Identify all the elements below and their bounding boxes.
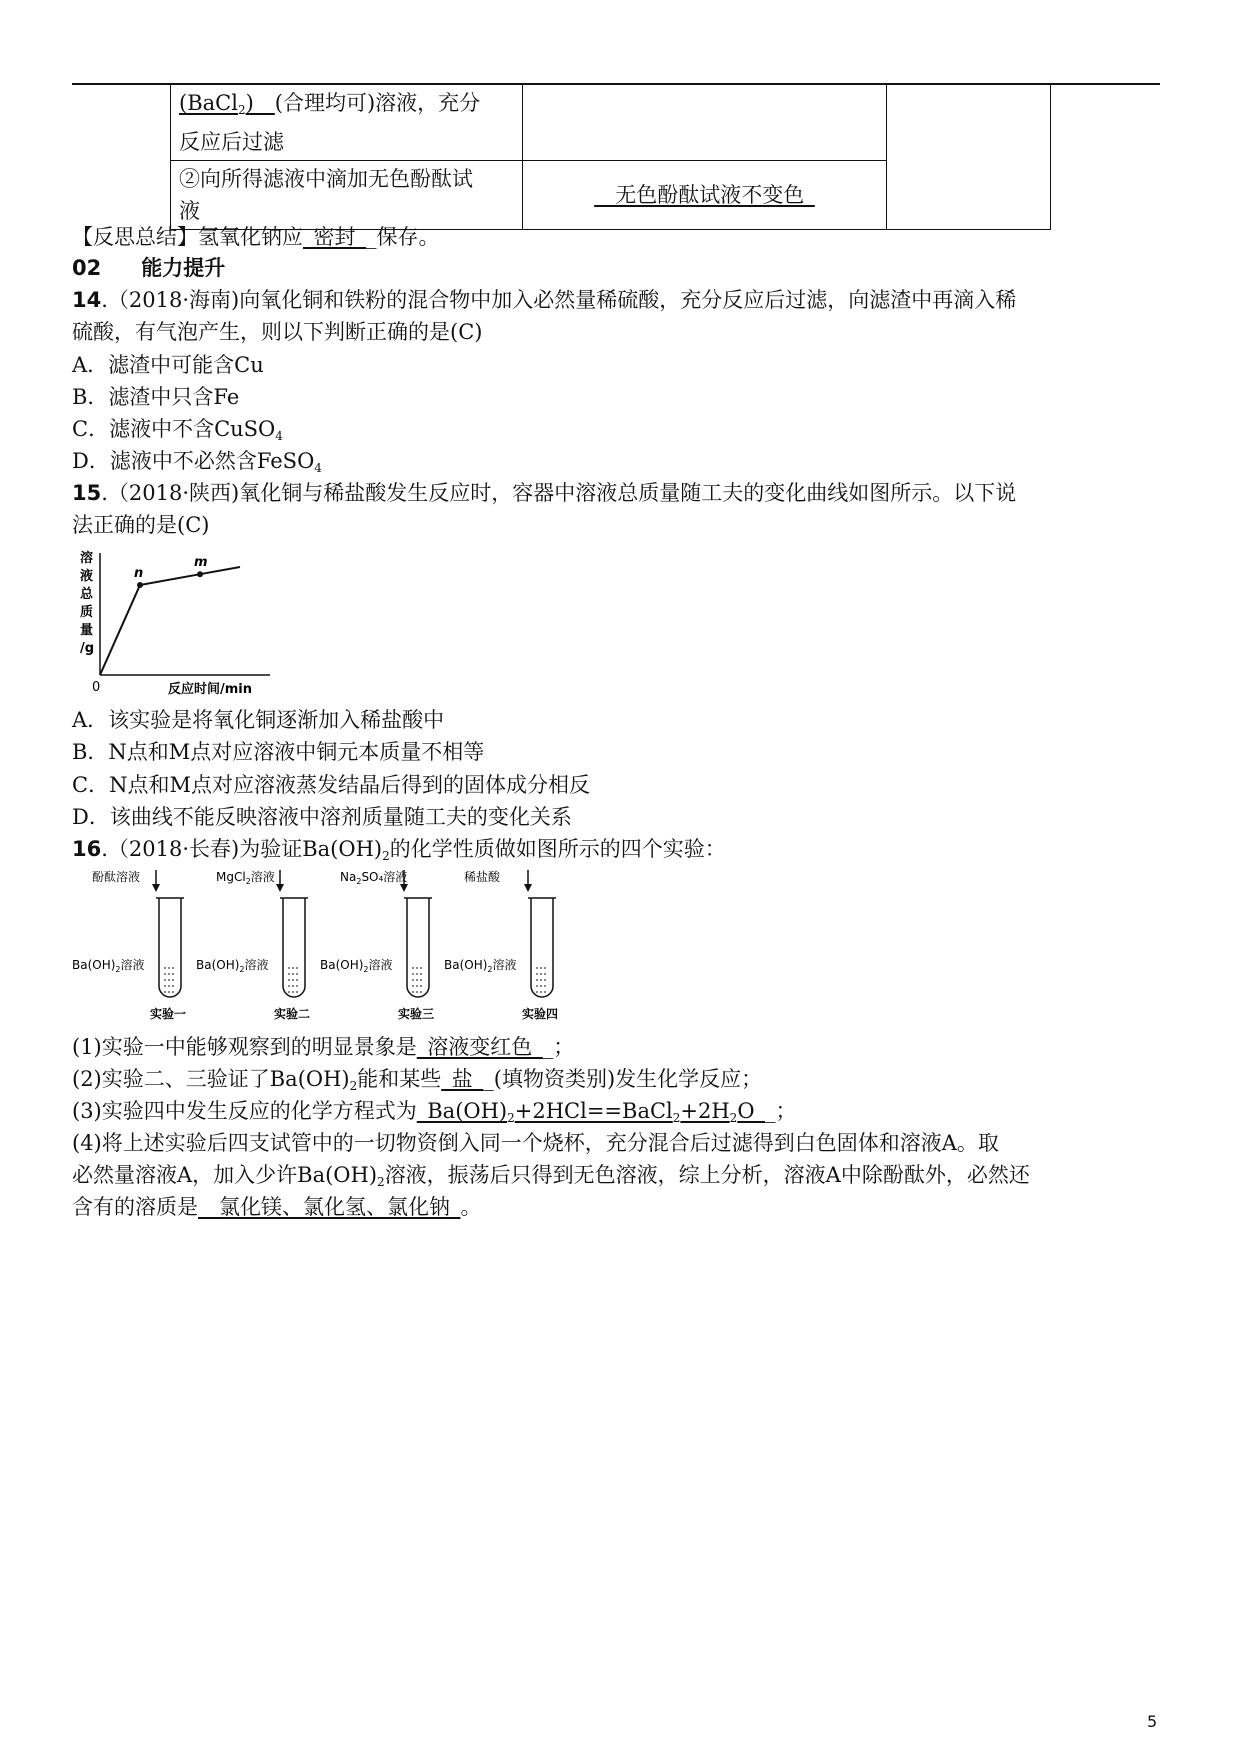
q16-sub4-line1: (4)将上述实验后四支试管中的一切物资倒入同一个烧杯，充分混合后过滤得到白色固体和溶液A。取 bbox=[72, 1131, 999, 1155]
q16-sub4-line3: 含有的溶质是__氯化镁、氯化氢、氯化钠_。 bbox=[72, 1195, 482, 1219]
q14-option-b: B．滤渣中只含Fe bbox=[72, 385, 240, 409]
arrow-head bbox=[400, 884, 408, 892]
solution-label: $Ba(OH)_2$溶液 bbox=[196, 958, 269, 974]
point-m bbox=[197, 571, 203, 577]
solution-label: $Ba(OH)_2$溶液 bbox=[72, 958, 145, 974]
q15-line1: 15.（2018·陕西)氧化铜与稀盐酸发生反应时，容器中溶液总质量随工夫的变化曲线如图所示。以下说 bbox=[72, 481, 1017, 505]
experiment-label: 实验二 bbox=[274, 1007, 311, 1021]
q14-option-d: D．滤液中不必然含FeSO$_4$ bbox=[72, 449, 322, 475]
test-tube-figure bbox=[70, 868, 590, 1028]
experiment-label: 实验一 bbox=[150, 1007, 187, 1021]
table-cell-step1: (BaCl$_2$)__(合理均可)溶液，充分 反应后过滤 bbox=[171, 85, 523, 161]
q16-line1: 16.（2018·长春)为验证$Ba(OH)_2$的化学性质做如图所示的四个实验： bbox=[72, 837, 726, 863]
table-cell-conclusion bbox=[887, 85, 1051, 230]
reflection-line: 【反思总结】氢氧化钠应_密封__保存。 bbox=[72, 225, 440, 249]
arrow-head bbox=[152, 884, 160, 892]
q14-line2: 硫酸，有气泡产生，则以下判断正确的是(C) bbox=[72, 320, 483, 344]
y-label-char: 质 bbox=[80, 605, 94, 620]
reagent-label: $Na_2SO_4$溶液 bbox=[340, 870, 408, 886]
section-heading: 02 能力提升 bbox=[72, 256, 226, 280]
q15-option-d: D．该曲线不能反映溶液中溶剂质量随工夫的变化关系 bbox=[72, 805, 572, 829]
y-label-char: 液 bbox=[80, 569, 94, 584]
table-cell-phenomenon2: __无色酚酞试液不变色_ bbox=[523, 161, 887, 230]
reagent-label: 稀盐酸 bbox=[464, 870, 501, 884]
q14-option-a: A．滤渣中可能含Cu bbox=[72, 353, 264, 377]
q16-sub2: (2)实验二、三验证了$Ba(OH)_2$能和某些_盐__(填物资类别)发生化学反应； bbox=[72, 1067, 763, 1093]
table-row bbox=[171, 85, 1051, 161]
origin-label: 0 bbox=[92, 680, 101, 695]
continued-table bbox=[170, 84, 1051, 230]
experiment-label: 实验四 bbox=[522, 1007, 559, 1021]
q16-sub3: (3)实验四中发生反应的化学方程式为$\_Ba(OH)_2+2HCl==BaCl_2+2H_2O\_\_$； bbox=[72, 1099, 797, 1125]
arrow-head bbox=[524, 884, 532, 892]
test-tube bbox=[159, 898, 181, 997]
y-label-char: 量 bbox=[80, 623, 94, 638]
y-axis-label bbox=[80, 550, 94, 656]
q14-line1: 14.（2018·海南)向氧化铜和铁粉的混合物中加入必然量稀硫酸，充分反应后过滤，向滤渣中再滴入稀 bbox=[72, 288, 1017, 312]
test-tube-setup bbox=[444, 869, 558, 1021]
point-n bbox=[137, 582, 143, 588]
test-tube bbox=[407, 898, 429, 997]
q16-sub1: (1)实验一中能够观察到的明显景象是_溶液变红色__； bbox=[72, 1035, 575, 1059]
q15-option-c: C．N点和M点对应溶液蒸发结晶后得到的固体成分相反 bbox=[72, 773, 590, 797]
reagent-label: MgCl$_2$溶液 bbox=[216, 870, 275, 886]
test-tube bbox=[531, 898, 553, 997]
q15-option-b: B．N点和M点对应溶液中铜元本质量不相等 bbox=[72, 740, 485, 764]
page-number: 5 bbox=[1147, 1712, 1158, 1731]
solution-label: $Ba(OH)_2$溶液 bbox=[320, 958, 393, 974]
test-tube-setup bbox=[72, 869, 186, 1021]
reagent-label: 酚酞溶液 bbox=[92, 870, 141, 884]
y-label-char: 溶 bbox=[80, 551, 94, 566]
q14-option-c: C．滤液中不含CuSO$_4$ bbox=[72, 417, 283, 443]
solution-label: $Ba(OH)_2$溶液 bbox=[444, 958, 517, 974]
x-axis-label: 反应时间/min bbox=[168, 682, 253, 695]
y-label-char: /g bbox=[80, 641, 95, 656]
table-cell-phenomenon1 bbox=[523, 85, 887, 161]
test-tube-setup bbox=[196, 869, 310, 1021]
point-n-label: n bbox=[134, 566, 144, 581]
test-tube-setup bbox=[320, 869, 434, 1021]
mass-curve bbox=[100, 567, 240, 675]
point-m-label: m bbox=[194, 555, 208, 571]
arrow-head bbox=[276, 884, 284, 892]
test-tube bbox=[283, 898, 305, 997]
q15-option-a: A．该实验是将氧化铜逐渐加入稀盐酸中 bbox=[72, 708, 445, 732]
y-label-char: 总 bbox=[80, 587, 94, 602]
q15-line2: 法正确的是(C) bbox=[72, 513, 210, 537]
q16-sub4-line2: 必然量溶液A，加入少许$Ba(OH)_2$溶液，振荡后只得到无色溶液，综上分析，溶液A中除酚酞外，必然还 bbox=[72, 1163, 1030, 1189]
experiment-label: 实验三 bbox=[398, 1007, 435, 1021]
mass-time-chart bbox=[70, 545, 280, 695]
table-cell-step2: ②向所得滤液中滴加无色酚酞试 液 bbox=[171, 161, 523, 230]
